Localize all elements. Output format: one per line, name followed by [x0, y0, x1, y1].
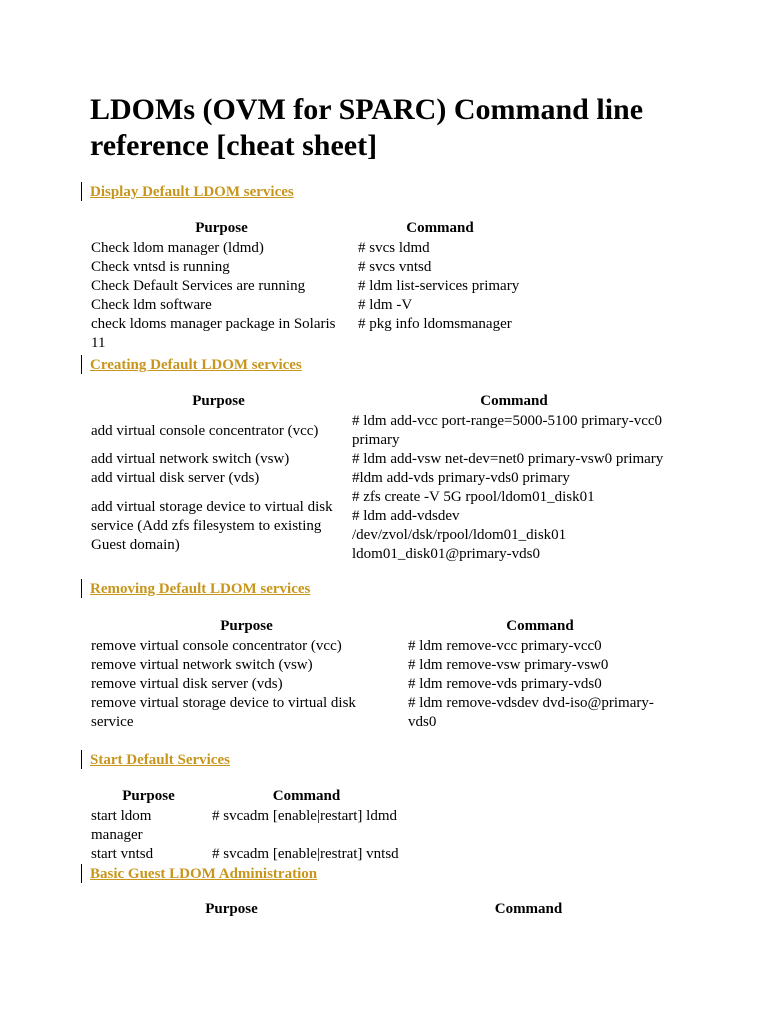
table-row — [88, 258, 525, 277]
table-row — [88, 637, 675, 656]
column-header-command: Command — [506, 618, 574, 634]
purpose-cell: start ldom manager — [91, 808, 152, 843]
table-row — [88, 239, 525, 258]
table-row — [88, 845, 404, 864]
purpose-cell: start vntsd — [91, 846, 154, 862]
purpose-cell: add virtual storage device to virtual disk service (Add zfs filesystem to existing Guest domain) — [91, 498, 333, 553]
table-row — [88, 694, 675, 732]
command-cell: # ldm remove-vsw primary-vsw0 — [408, 657, 609, 673]
column-header-purpose: Purpose — [220, 618, 273, 634]
section-heading-display — [81, 182, 294, 201]
column-header-command: Command — [272, 788, 341, 804]
purpose-cell: add virtual console concentrator (vcc) — [91, 422, 319, 439]
command-cell: #ldm add-vds primary-vds0 primary — [352, 470, 570, 486]
purpose-cell: Check ldm software — [91, 297, 212, 313]
table-row — [88, 469, 679, 488]
command-cell — [349, 488, 679, 564]
section-link-guest-admin[interactable]: Basic Guest LDOM Administration — [90, 866, 318, 882]
purpose-cell: add virtual network switch (vsw) — [91, 451, 290, 467]
column-header-purpose: Purpose — [195, 220, 248, 236]
purpose-cell: add virtual disk server (vds) — [91, 470, 260, 486]
section-link-display[interactable]: Display Default LDOM services — [90, 184, 294, 200]
purpose-cell: Check vntsd is running — [91, 259, 230, 275]
command-cell: # svcs vntsd — [358, 259, 432, 275]
table-removing-services — [88, 617, 675, 732]
command-cell: # ldm -V — [358, 297, 413, 313]
section-link-start[interactable]: Start Default Services — [90, 752, 230, 768]
table-row — [88, 296, 525, 315]
column-header-purpose: Purpose — [122, 788, 175, 804]
purpose-cell: check ldoms manager package in Solaris 11 — [91, 316, 336, 351]
purpose-cell: remove virtual disk server (vds) — [91, 676, 283, 692]
command-line: # zfs create -V 5G rpool/ldom01_disk01 — [352, 489, 595, 505]
command-line: # ldm add-vdsdev /dev/zvol/dsk/rpool/ldom01_disk01 ldom01_disk01@primary-vds0 — [352, 508, 567, 562]
table-row — [88, 450, 679, 469]
section-heading-guest-admin — [81, 864, 317, 883]
command-cell: # svcadm [enable|restart] ldmd — [212, 808, 398, 824]
table-row — [88, 807, 404, 845]
section-link-creating[interactable]: Creating Default LDOM services — [90, 357, 302, 373]
table-start-services — [88, 787, 404, 864]
command-cell: # ldm add-vsw net-dev=net0 primary-vsw0 primary — [352, 451, 664, 467]
command-cell: # ldm remove-vdsdev dvd-iso@primary-vds0 — [408, 695, 654, 730]
column-header-command: Command — [480, 393, 548, 409]
command-cell: # ldm remove-vds primary-vds0 — [408, 676, 602, 692]
command-cell: # svcs ldmd — [358, 240, 430, 256]
command-cell: # pkg info ldomsmanager — [358, 316, 512, 332]
table-row — [88, 488, 679, 564]
purpose-cell: Check ldom manager (ldmd) — [91, 240, 264, 256]
purpose-cell: Check Default Services are running — [91, 278, 306, 294]
section-heading-creating — [81, 355, 302, 374]
command-cell: # ldm add-vcc port-range=5000-5100 primary-vcc0 primary — [352, 413, 663, 448]
section-heading-start — [81, 750, 230, 769]
table-guest-admin — [88, 900, 682, 920]
table-row — [88, 277, 525, 296]
command-cell: # svcadm [enable|restrat] vntsd — [212, 846, 399, 862]
table-row — [88, 412, 679, 450]
purpose-cell: remove virtual console concentrator (vcc) — [91, 638, 342, 654]
column-header-purpose: Purpose — [205, 901, 258, 917]
column-header-command: Command — [406, 220, 474, 236]
command-cell: # ldm list-services primary — [358, 278, 520, 294]
purpose-cell: remove virtual storage device to virtual disk service — [91, 695, 356, 730]
table-row — [88, 656, 675, 675]
table-creating-services — [88, 392, 679, 564]
table-row — [88, 315, 525, 353]
section-heading-removing — [81, 579, 310, 598]
table-row — [88, 675, 675, 694]
section-link-removing[interactable]: Removing Default LDOM services — [90, 581, 311, 597]
command-cell: # ldm remove-vcc primary-vcc0 — [408, 638, 602, 654]
column-header-command: Command — [494, 901, 563, 917]
column-header-purpose: Purpose — [192, 393, 245, 409]
table-display-services — [88, 219, 525, 353]
page-title: LDOMs (OVM for SPARC) Command line reference [cheat sheet] — [90, 93, 644, 162]
purpose-cell: remove virtual network switch (vsw) — [91, 657, 313, 673]
